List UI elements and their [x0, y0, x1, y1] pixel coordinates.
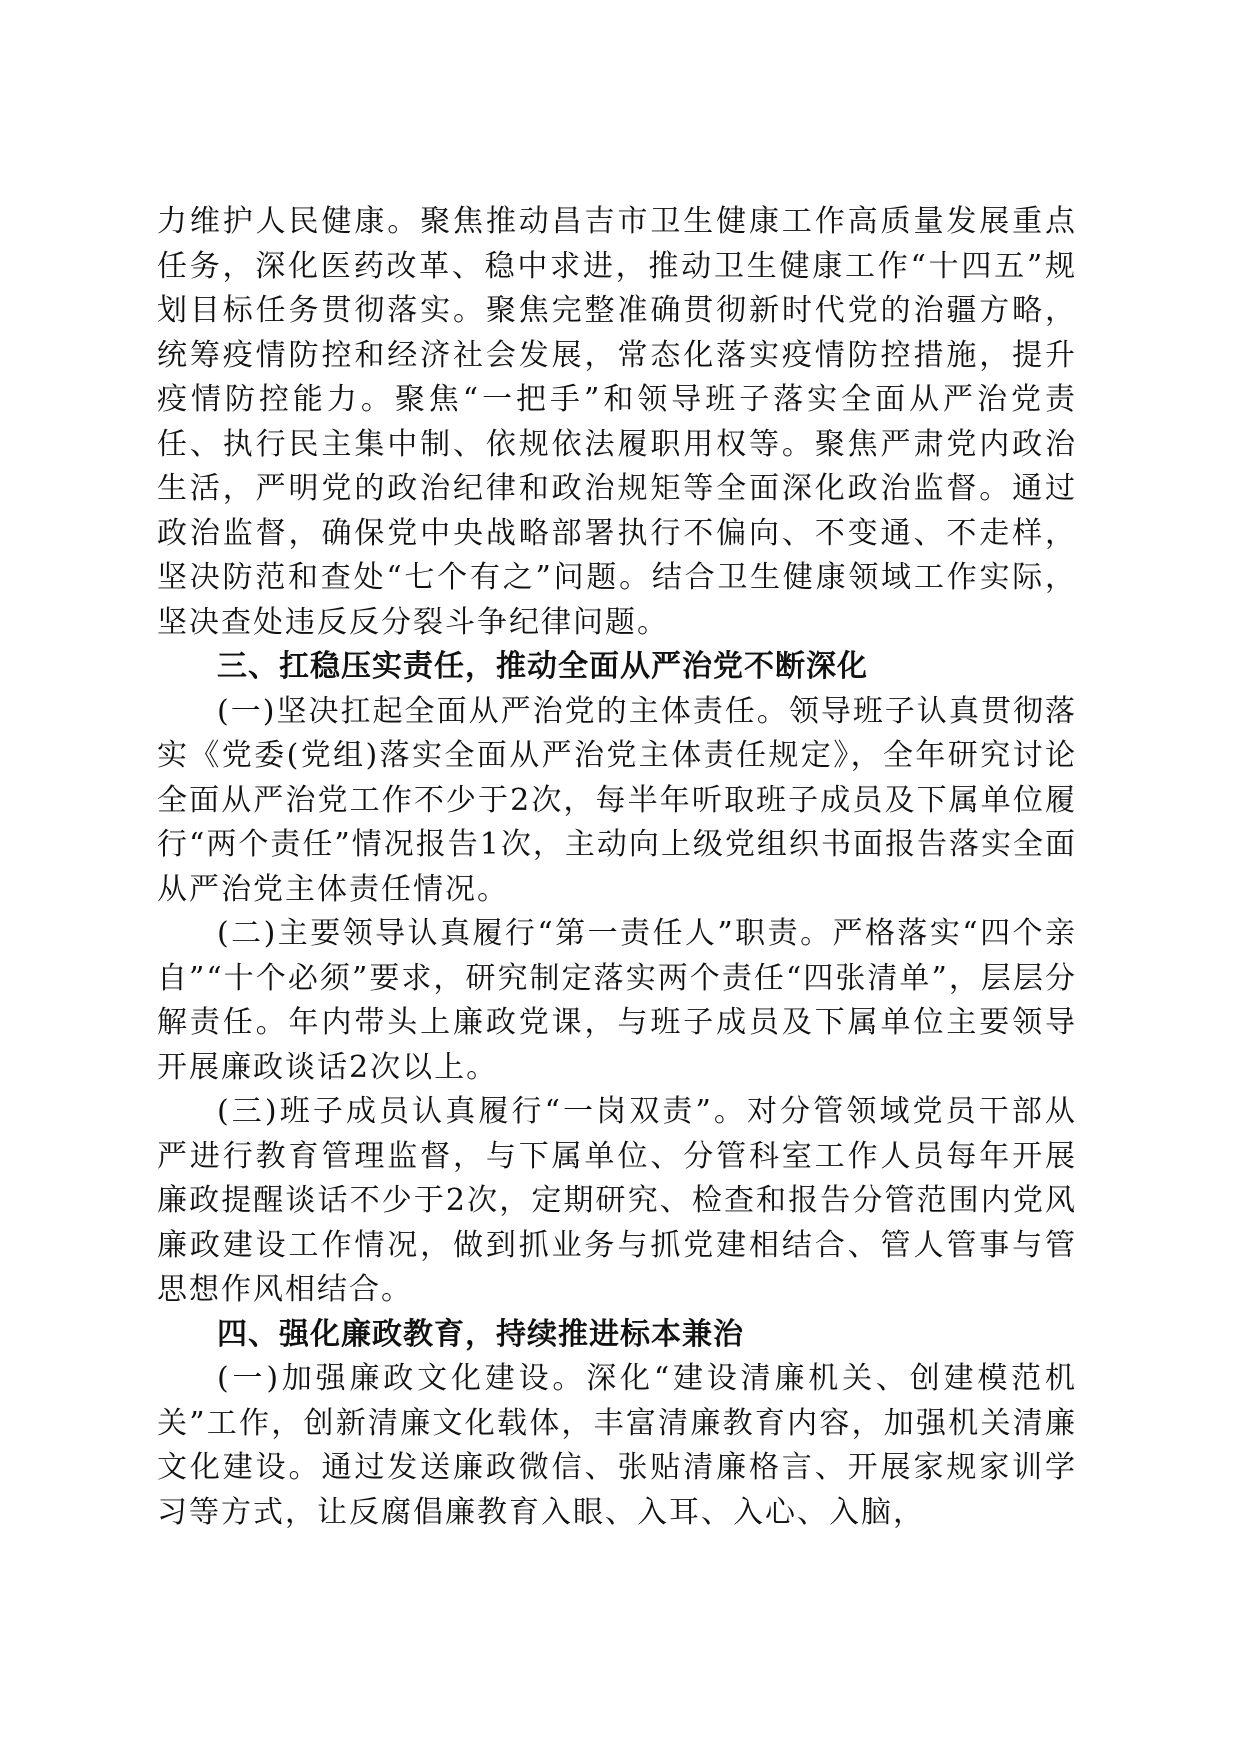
paragraph-continuation: 力维护人民健康。聚焦推动昌吉市卫生健康工作高质量发展重点任务，深化医药改革、稳中求进，推动卫生健康工作“十四五”规划目标任务贯彻落实。聚焦完整准确贯彻新时代党的治疆方略，统筹疫情防控和经济社会发展，常态化落实疫情防控措施，提升疫情防控能力。聚焦“一把手”和领导班子落实全面从严治党责任、执行民主集中制、依规依法履职用权等。聚焦严肃党内政治生活，严明党的政治纪律和政治规矩等全面深化政治监督。通过政治监督，确保党中央战略部署执行不偏向、不变通、不走样，坚决防范和查处“七个有之”问题。结合卫生健康领域工作实际，坚决查处违反反分裂斗争纪律问题。 [157, 204, 1077, 640]
section-heading-3: 三、扛稳压实责任，推动全面从严治党不断深化 [217, 649, 868, 684]
paragraph-3-2: (二)主要领导认真履行“第一责任人”职责。严格落实“四个亲自”“十个必须”要求，研究制定落实两个责任“四张清单”，层层分解责任。年内带头上廉政党课，与班子成员及下属单位主要领导开展廉政谈话2次以上。 [157, 916, 1077, 1085]
paragraph-3-3: (三)班子成员认真履行“一岗双责”。对分管领域党员干部从严进行教育管理监督，与下属单位、分管科室工作人员每年开展廉政提醒谈话不少于2次，定期研究、检查和报告分管范围内党风廉政建设工作情况，做到抓业务与抓党建相结合、管人管事与管思想作风相结合。 [157, 1094, 1077, 1307]
paragraph-4-1: (一)加强廉政文化建设。深化“建设清廉机关、创建模范机关”工作，创新清廉文化载体，丰富清廉教育内容，加强机关清廉文化建设。通过发送廉政微信、张贴清廉格言、开展家规家训学习等方式，让反腐倡廉教育入眼、入耳、入心、入脑， [157, 1361, 1077, 1530]
section-heading-4: 四、强化廉政教育，持续推进标本兼治 [217, 1316, 744, 1352]
document-body [157, 200, 1077, 1535]
paragraph-3-1: (一)坚决扛起全面从严治党的主体责任。领导班子认真贯彻落实《党委(党组)落实全面从严治党主体责任规定》，全年研究讨论全面从严治党工作不少于2次，每半年听取班子成员及下属单位履行“两个责任”情况报告1次，主动向上级党组织书面报告落实全面从严治党主体责任情况。 [157, 693, 1077, 907]
